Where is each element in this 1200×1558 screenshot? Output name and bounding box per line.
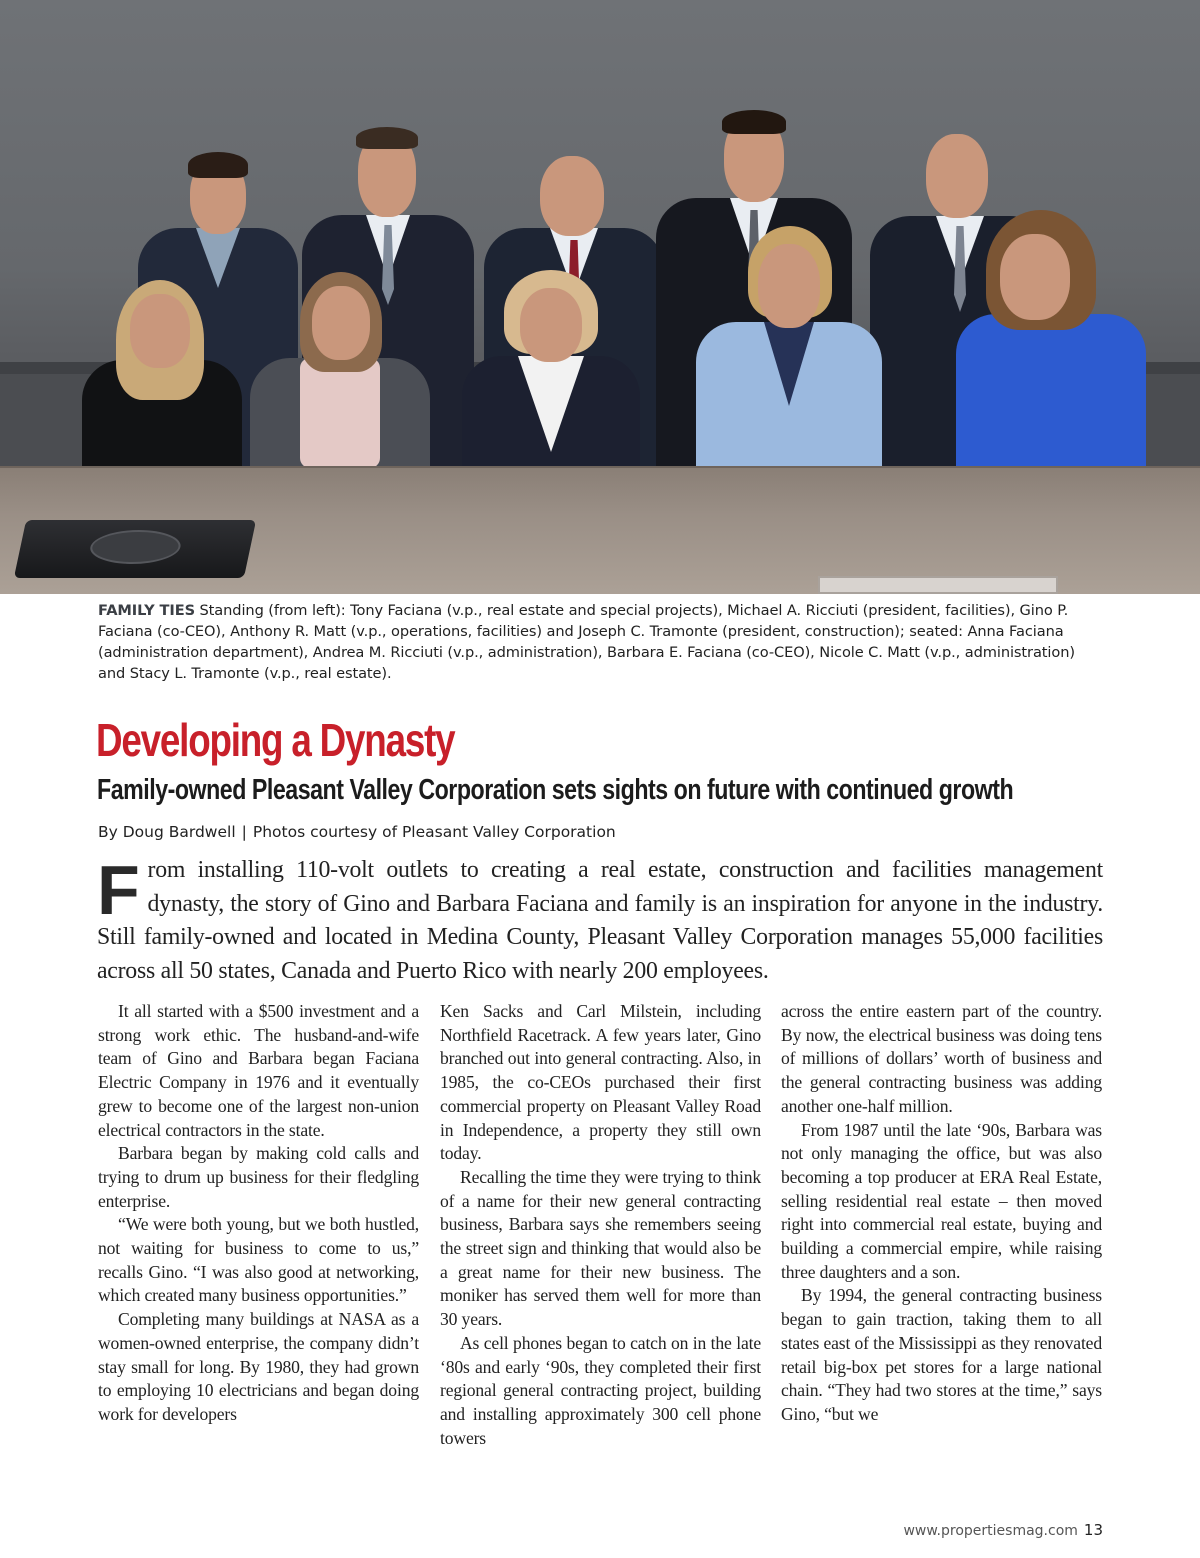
paragraph: Recalling the time they were trying to think of a name for their new general contracting business, Barbara says she remembers seeing the street sign and thinking that would also be a great name for their new business. The moniker has served them well for more than 30 years. [440, 1166, 761, 1330]
person-seated-2 [250, 272, 430, 484]
body-column-3 [781, 1000, 1102, 1427]
person-seated-3 [462, 270, 640, 484]
intro-text: rom installing 110-volt outlets to creating a real estate, construction and facilities management dynasty, the story of Gino and Barbara Faciana and family is an inspiration for anyone in the industry. Still family-owned and located in Medina County, Pleasant Valley Corporation manages 55,000 facilities across all 50 states, Canada and Puerto Rico with nearly 200 employees. [97, 857, 1103, 984]
page-number: 13 [1083, 1521, 1103, 1539]
paragraph: across the entire eastern part of the country. By now, the electrical business was doing tens of millions of dollars’ worth of business and the general contracting business was adding another one-half million. [781, 1001, 1102, 1116]
caption-text: Standing (from left): Tony Faciana (v.p., real estate and special projects), Michael A. Ricciuti (president, facilities), Gino P. Faciana (co-CEO), Anthony R. Matt (v.p., operations, facilities) and Joseph C. Tramonte (president, construction); seated: Anna Faciana (administration department), Andrea M. Ricciuti (v.p., administration), Barbara E. Faciana (co-CEO), Nicole C. Matt (v.p., administration) and Stacy L. Tramonte (v.p., real estate). [98, 602, 1075, 682]
page-footer [903, 1521, 1103, 1539]
table-power-port [818, 576, 1058, 594]
photo-caption [98, 600, 1104, 684]
article-intro [97, 851, 1103, 988]
caption-label: FAMILY TIES [98, 602, 195, 619]
byline-photo-credit: Photos courtesy of Pleasant Valley Corporation [252, 823, 616, 841]
byline-author: By Doug Bardwell [98, 823, 236, 841]
paragraph: It all started with a $500 investment and a strong work ethic. The husband-and-wife team of Gino and Barbara began Faciana Electric Company in 1976 and it eventually grew to become one of the largest non-union electrical contractors in the state. [98, 1001, 419, 1140]
paragraph: As cell phones began to catch on in the late ‘80s and early ‘90s, they completed their first regional general contracting project, building and installing approximately 300 cell phone towers [440, 1332, 761, 1448]
footer-url[interactable]: www.propertiesmag.com [903, 1523, 1078, 1539]
person-seated-5 [956, 210, 1146, 500]
paragraph: Completing many buildings at NASA as a women-owned enterprise, the company didn’t stay small for long. By 1980, they had grown to employing 10 electricians and began doing work for developers [98, 1309, 419, 1424]
group-photo [0, 0, 1200, 594]
paragraph: From 1987 until the late ‘90s, Barbara was not only managing the office, but was also becoming a top producer at ERA Real Estate, selling residential real estate – then moved right into commercial real estate, buying and building a commercial empire, while raising three daughters and a son. [781, 1119, 1102, 1282]
person-seated-4 [696, 226, 882, 490]
byline-separator: | [241, 823, 247, 841]
paragraph: “We were both young, but we both hustled, not waiting for business to come to us,” recalls Gino. “I was also good at networking, which created many business opportunities.” [98, 1214, 419, 1306]
body-column-2 [440, 1000, 761, 1450]
body-column-1 [98, 1000, 419, 1427]
byline [98, 820, 1098, 844]
paragraph: Ken Sacks and Carl Milstein, including Northfield Racetrack. A few years later, Gino branched out into general contracting. Also, in 1985, the co-CEOs purchased their first commercial property on Pleasant Valley Road in Independence, a property they still own today. [440, 1001, 761, 1164]
conference-speaker [14, 520, 256, 578]
article-subhead: Family-owned Pleasant Valley Corporation sets sights on future with continued growth [97, 774, 1014, 806]
article-headline: Developing a Dynasty [96, 714, 455, 766]
person-seated-1 [72, 280, 252, 480]
paragraph: Barbara began by making cold calls and trying to drum up business for their fledgling enterprise. [98, 1143, 419, 1211]
drop-cap: F [97, 851, 140, 929]
paragraph: By 1994, the general contracting business began to gain traction, taking them to all states east of the Mississippi as they renovated retail big-box pet stores for a large national chain. “They had two stores at the time,” says Gino, “but we [781, 1285, 1102, 1424]
